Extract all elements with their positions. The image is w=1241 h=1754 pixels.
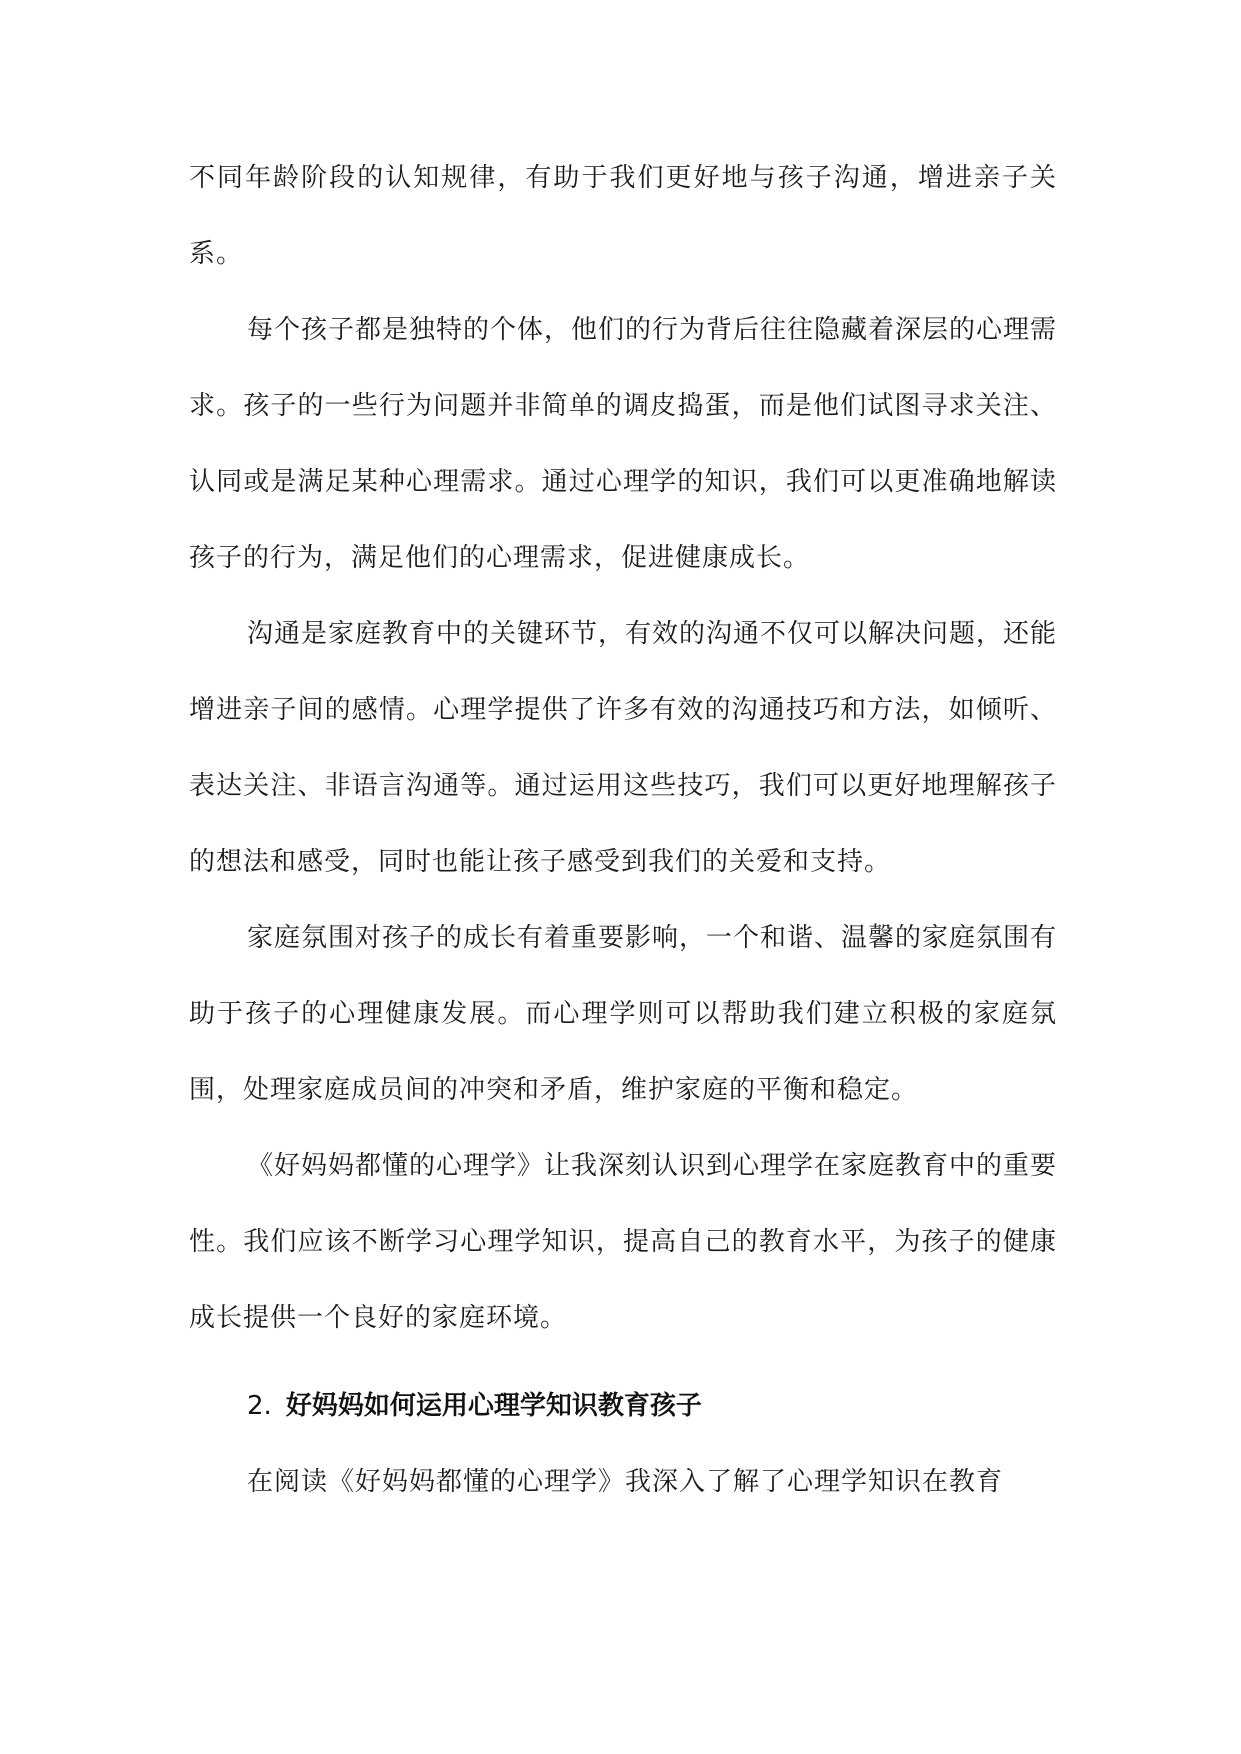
paragraph: 沟通是家庭教育中的关键环节，有效的沟通不仅可以解决问题，还能增进亲子间的感情。心理学提供了许多有效的沟通技巧和方法，如倾听、表达关注、非语言沟通等。通过运用这些技巧，我们可以更好地理解孩子的想法和感受，同时也能让孩子感受到我们的关爱和支持。 bbox=[189, 619, 1058, 877]
section-number: 2. bbox=[247, 1391, 272, 1421]
paragraph: 每个孩子都是独特的个体，他们的行为背后往往隐藏着深层的心理需求。孩子的一些行为问题并非简单的调皮捣蛋，而是他们试图寻求关注、认同或是满足某种心理需求。通过心理学的知识，我们可以更准确地解读孩子的行为，满足他们的心理需求，促进健康成长。 bbox=[189, 315, 1058, 573]
section-title: 好妈妈如何运用心理学知识教育孩子 bbox=[285, 1391, 702, 1421]
paragraph: 家庭氛围对孩子的成长有着重要影响，一个和谐、温馨的家庭氛围有助于孩子的心理健康发展。而心理学则可以帮助我们建立积极的家庭氛围，处理家庭成员间的冲突和矛盾，维护家庭的平衡和稳定。 bbox=[189, 923, 1058, 1105]
paragraph: 在阅读《好妈妈都懂的心理学》我深入了解了心理学知识在教育 bbox=[247, 1467, 1004, 1497]
document-body bbox=[189, 140, 1057, 1520]
section-heading bbox=[189, 1356, 1057, 1444]
paragraph: 《好妈妈都懂的心理学》让我深刻认识到心理学在家庭教育中的重要性。我们应该不断学习心理学知识，提高自己的教育水平，为孩子的健康成长提供一个良好的家庭环境。 bbox=[189, 1151, 1058, 1333]
paragraph-continued: 不同年龄阶段的认知规律，有助于我们更好地与孩子沟通，增进亲子关系。 bbox=[189, 163, 1057, 269]
